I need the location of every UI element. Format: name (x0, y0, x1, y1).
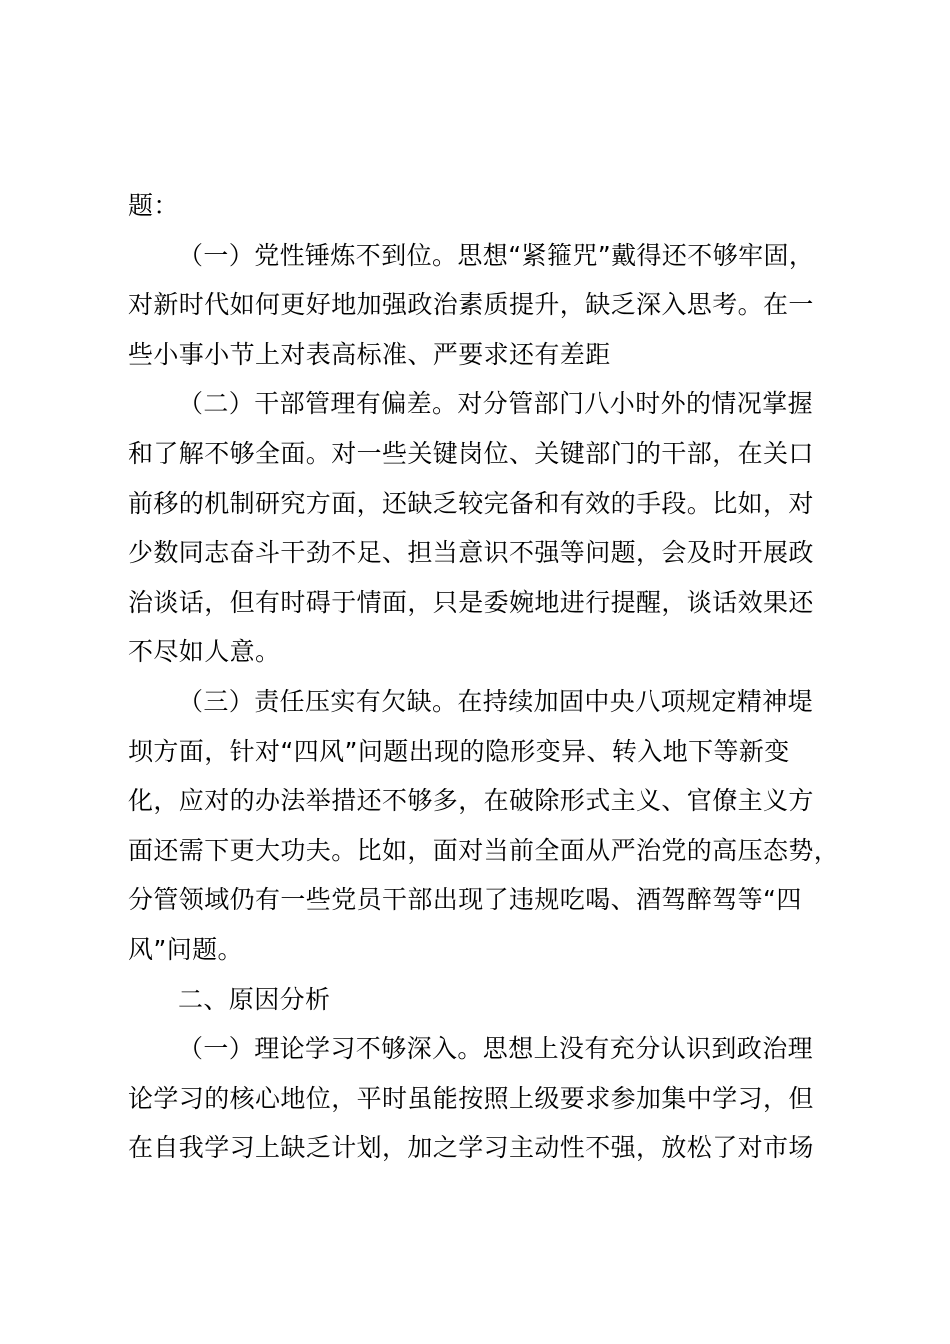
section-heading: 二、原因分析 (178, 984, 331, 1014)
text-line: （三）责任压实有欠缺。在持续加固中央八项规定精神堤 (178, 686, 814, 716)
text-line: 不尽如人意。 (128, 637, 281, 667)
text-line: 题： (128, 191, 179, 220)
text-line: （一）理论学习不够深入。思想上没有充分认识到政治理 (178, 1034, 814, 1064)
text-line: 分管领域仍有一些党员干部出现了违规吃喝、酒驾醉驾等“四 (128, 885, 802, 915)
text-line: 前移的机制研究方面，还缺乏较完备和有效的手段。比如，对 (128, 488, 814, 518)
text-line: （二）干部管理有偏差。对分管部门八小时外的情况掌握 (178, 389, 814, 419)
text-line: 对新时代如何更好地加强政治素质提升，缺乏深入思考。在一 (128, 290, 814, 320)
text-line: 和了解不够全面。对一些关键岗位、关键部门的干部，在关口 (128, 438, 814, 468)
text-line: 化，应对的办法举措还不够多，在破除形式主义、官僚主义方 (128, 786, 814, 816)
text-line: 少数同志奋斗干劲不足、担当意识不强等问题，会及时开展政 (128, 538, 814, 568)
document-body (128, 181, 854, 1173)
text-line: 论学习的核心地位，平时虽能按照上级要求参加集中学习，但 (128, 1083, 814, 1113)
text-line: 治谈话，但有时碍于情面，只是委婉地进行提醒，谈话效果还 (128, 587, 814, 617)
text-line: 在自我学习上缺乏计划，加之学习主动性不强，放松了对市场 (128, 1133, 814, 1163)
text-line: 些小事小节上对表高标准、严要求还有差距 (128, 339, 611, 369)
text-line: 风”问题。 (128, 934, 243, 964)
text-line: （一）党性锤炼不到位。思想“紧箍咒”戴得还不够牢固， (178, 240, 815, 270)
text-line: 面还需下更大功夫。比如，面对当前全面从严治党的高压态势， (128, 835, 840, 865)
text-line: 坝方面，针对“四风”问题出现的隐形变异、转入地下等新变 (128, 736, 790, 766)
